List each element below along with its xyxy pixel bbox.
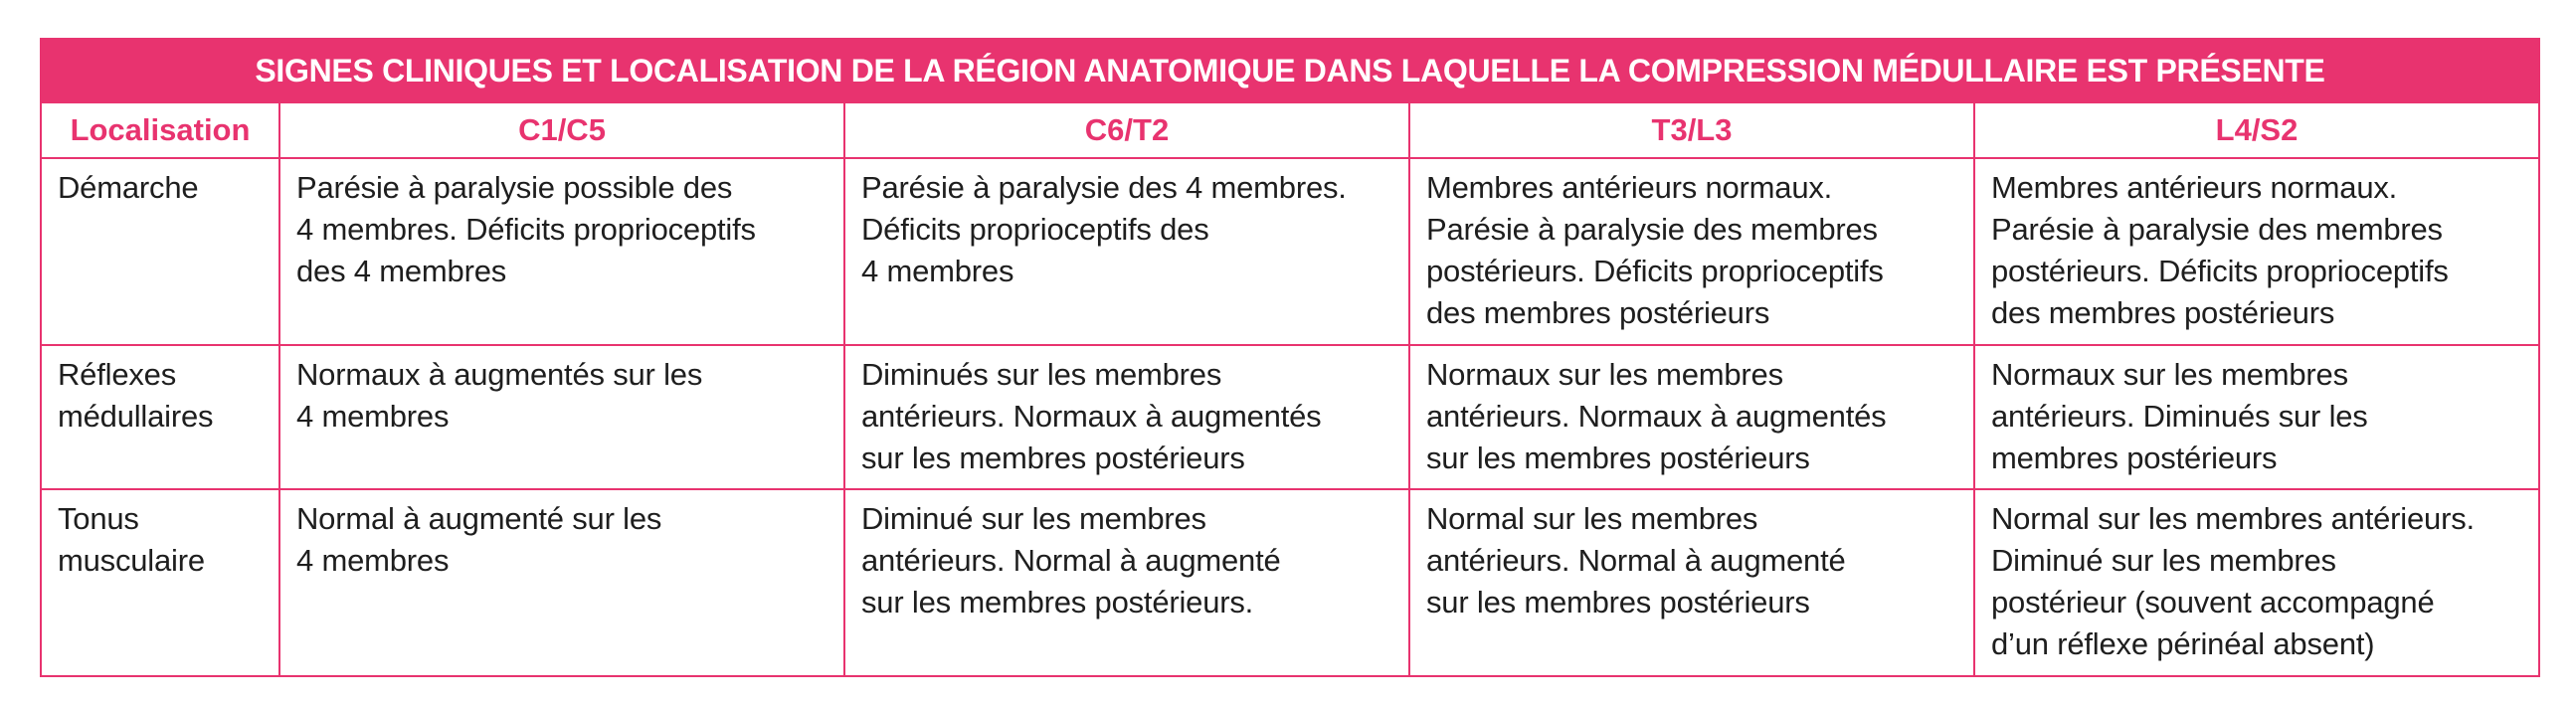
cell-line: Normaux sur les membres — [1991, 357, 2348, 392]
cell-line: Diminué sur les membres — [1991, 543, 2336, 578]
cell-reflexes-l4-s2 — [1974, 345, 2539, 489]
row-label-line: Démarche — [58, 170, 199, 205]
cell-reflexes-c6-t2 — [844, 345, 1409, 489]
cell-tonus-l4-s2 — [1974, 489, 2539, 676]
cell-line: Normaux sur les membres — [1426, 357, 1783, 392]
cell-line: Normaux à augmentés sur les — [296, 357, 703, 392]
cell-line: membres postérieurs — [1991, 441, 2278, 475]
cell-line: Normal à augmenté sur les — [296, 501, 662, 536]
table-row-reflexes — [41, 345, 2539, 489]
cell-line: postérieurs. Déficits proprioceptifs — [1426, 254, 1884, 288]
cell-line: 4 membres — [296, 543, 450, 578]
cell-line: antérieurs. Normaux à augmentés — [861, 399, 1322, 434]
table-row-demarche — [41, 158, 2539, 345]
cell-line: postérieur (souvent accompagné — [1991, 585, 2435, 619]
cell-demarche-t3-l3 — [1409, 158, 1974, 345]
cell-line: antérieurs. Normal à augmenté — [1426, 543, 1846, 578]
table-title: SIGNES CLINIQUES ET LOCALISATION DE LA RÉGION ANATOMIQUE DANS LAQUELLE LA COMPRESSION MÉDULLAIRE EST PRÉSENTE — [41, 39, 2539, 102]
cell-line: des membres postérieurs — [1991, 295, 2335, 330]
cell-tonus-t3-l3 — [1409, 489, 1974, 676]
cell-reflexes-t3-l3 — [1409, 345, 1974, 489]
column-header-t3-l3: T3/L3 — [1409, 102, 1974, 158]
cell-line: sur les membres postérieurs — [1426, 441, 1810, 475]
cell-line: 4 membres. Déficits proprioceptifs — [296, 212, 756, 247]
clinical-signs-table — [40, 38, 2540, 677]
row-label-line: Tonus — [58, 501, 139, 536]
table-row-tonus — [41, 489, 2539, 676]
cell-line: 4 membres — [861, 254, 1014, 288]
cell-line: sur les membres postérieurs. — [861, 585, 1254, 619]
column-header-localisation: Localisation — [41, 102, 279, 158]
cell-line: postérieurs. Déficits proprioceptifs — [1991, 254, 2449, 288]
row-label-tonus — [41, 489, 279, 676]
cell-line: d’un réflexe périnéal absent) — [1991, 626, 2375, 661]
cell-line: Normal sur les membres antérieurs. — [1991, 501, 2475, 536]
cell-line: Membres antérieurs normaux. — [1426, 170, 1833, 205]
cell-line: sur les membres postérieurs — [861, 441, 1245, 475]
title-row — [41, 39, 2539, 102]
header-row — [41, 102, 2539, 158]
cell-line: Parésie à paralysie des membres — [1991, 212, 2443, 247]
column-header-c6-t2: C6/T2 — [844, 102, 1409, 158]
cell-line: Déficits proprioceptifs des — [861, 212, 1209, 247]
cell-demarche-l4-s2 — [1974, 158, 2539, 345]
row-label-demarche — [41, 158, 279, 345]
cell-line: sur les membres postérieurs — [1426, 585, 1810, 619]
cell-line: Parésie à paralysie possible des — [296, 170, 733, 205]
row-label-line: médullaires — [58, 399, 214, 434]
cell-line: des membres postérieurs — [1426, 295, 1770, 330]
cell-line: antérieurs. Normal à augmenté — [861, 543, 1281, 578]
cell-line: Normal sur les membres — [1426, 501, 1758, 536]
cell-line: antérieurs. Diminués sur les — [1991, 399, 2368, 434]
cell-demarche-c1-c5 — [279, 158, 844, 345]
cell-line: Membres antérieurs normaux. — [1991, 170, 2398, 205]
cell-tonus-c1-c5 — [279, 489, 844, 676]
cell-line: antérieurs. Normaux à augmentés — [1426, 399, 1887, 434]
table-container — [40, 38, 2538, 677]
row-label-line: musculaire — [58, 543, 205, 578]
row-label-line: Réflexes — [58, 357, 177, 392]
column-header-l4-s2: L4/S2 — [1974, 102, 2539, 158]
cell-reflexes-c1-c5 — [279, 345, 844, 489]
cell-line: Parésie à paralysie des membres — [1426, 212, 1878, 247]
cell-tonus-c6-t2 — [844, 489, 1409, 676]
column-header-c1-c5: C1/C5 — [279, 102, 844, 158]
row-label-reflexes — [41, 345, 279, 489]
cell-demarche-c6-t2 — [844, 158, 1409, 345]
cell-line: des 4 membres — [296, 254, 507, 288]
cell-line: Diminués sur les membres — [861, 357, 1222, 392]
cell-line: Parésie à paralysie des 4 membres. — [861, 170, 1347, 205]
cell-line: 4 membres — [296, 399, 450, 434]
cell-line: Diminué sur les membres — [861, 501, 1206, 536]
